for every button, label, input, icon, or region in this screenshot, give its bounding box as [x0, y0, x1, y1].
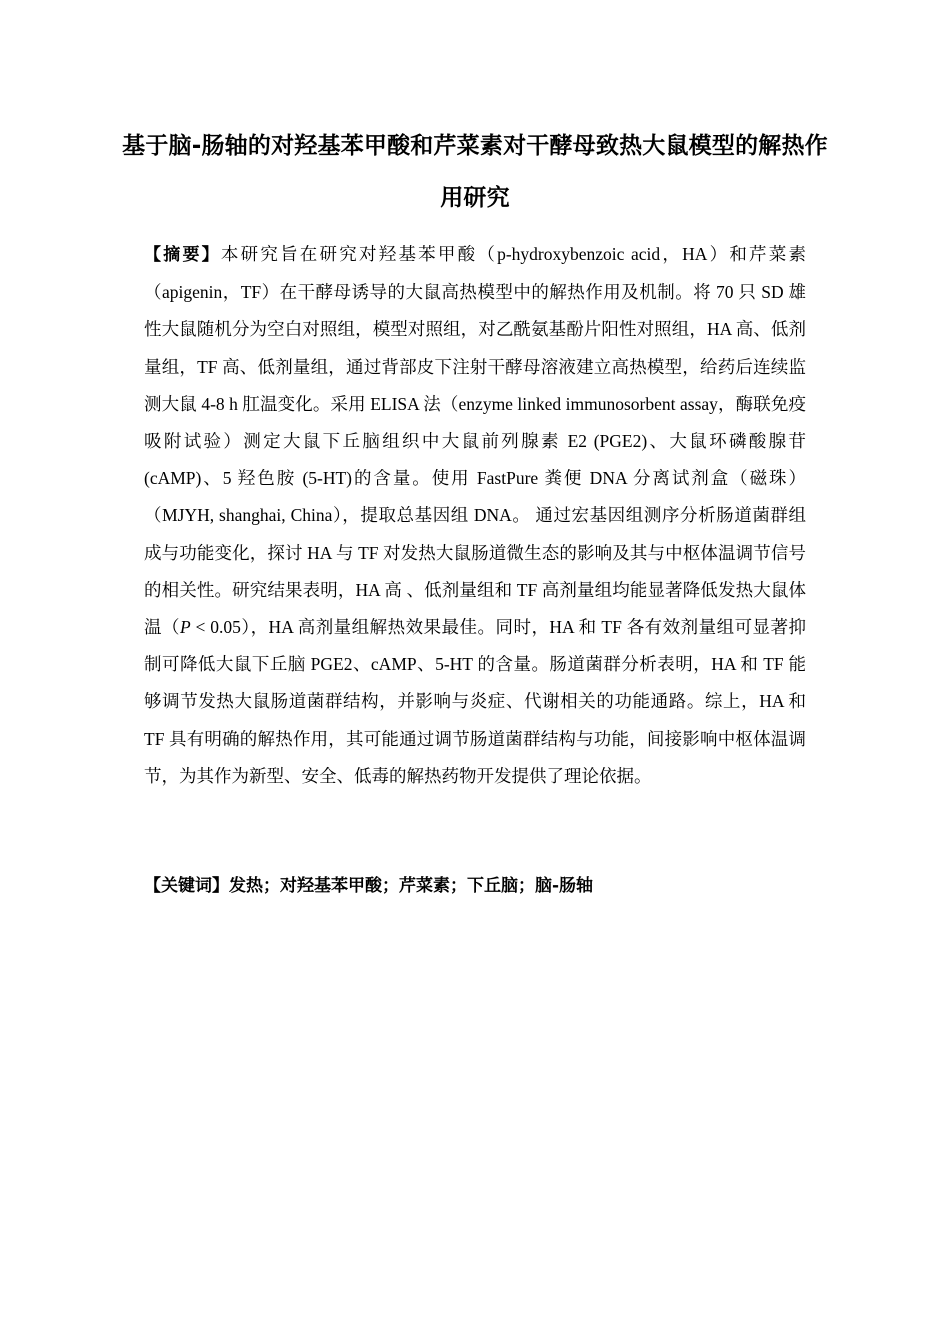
abstract-paragraph	[144, 236, 806, 795]
abstract-label: 【摘要】	[144, 245, 221, 265]
p-value-symbol: P	[179, 617, 191, 638]
keywords-text: 发热；对羟基苯甲酸；芹菜素；下丘脑；脑-肠轴	[229, 876, 594, 896]
paper-title: 基于脑-肠轴的对羟基苯甲酸和芹菜素对干酵母致热大鼠模型的解热作用研究	[122, 133, 828, 211]
abstract-text-part-1: 本研究旨在研究对羟基苯甲酸（p-hydroxybenzoic acid，HA）和芹菜素（apigenin，TF）在干酵母诱导的大鼠高热模型中的解热作用及机制。将 70 只 SD 雄性大鼠随机分为空白对照组，模型对照组，对乙酰氨基酚片阳性对照组，HA 高、低剂量组，TF 高、低剂量组，通过背部皮下注射干酵母溶液建立高热模型，给药后连续监测大鼠 4-8 h 肛温变化。采用 ELISA 法（enzyme linked immunosorbent assay，酶联免疫吸附试验）测定大鼠下丘脑组织中大鼠前列腺素 E2 (PGE2)、大鼠环磷酸腺苷 (cAMP)、5 羟色胺 (5-HT)的含量。使用 FastPure 粪便 DNA 分离试剂盒（磁珠）（MJYH, shanghai, China），提取总基因组 DNA。 通过宏基因组测序分析肠道菌群组成与功能变化，探讨 HA 与 TF 对发热大鼠肠道微生态的影响及其与中枢体温调节信号的相关性。研究结果表明，HA 高 、低剂量组和 TF 高剂量组均能显著降低发热大鼠体温（	[144, 244, 806, 638]
keywords-line	[144, 868, 806, 905]
keywords-label: 【关键词】	[144, 876, 229, 896]
abstract-text-part-2: < 0.05），HA 高剂量组解热效果最佳。同时，HA 和 TF 各有效剂量组可显著抑制可降低大鼠下丘脑 PGE2、cAMP、5-HT 的含量。肠道菌群分析表明，HA 和 TF 能够调节发热大鼠肠道菌群结构，并影响与炎症、代谢相关的功能通路。综上，HA 和 TF 具有明确的解热作用，其可能通过调节肠道菌群结构与功能，间接影响中枢体温调节，为其作为新型、安全、低毒的解热药物开发提供了理论依据。	[144, 617, 807, 786]
